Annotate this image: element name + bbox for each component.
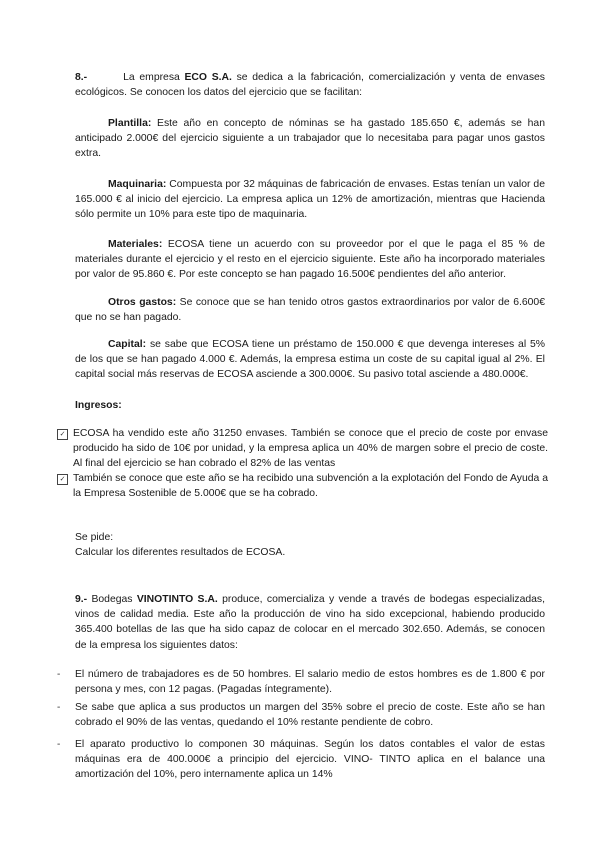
bullet-dash-icon: - bbox=[57, 669, 61, 680]
checkbox-icon: ✓ bbox=[57, 474, 68, 485]
ex8-se-pide: Se pide: bbox=[75, 532, 114, 543]
ex8-intro: 8.- La empresa ECO S.A. se dedica a la fabricación, comercialización y venta de envases ecológicos. Se conocen los datos del ejercicio que se facilitan: bbox=[75, 72, 545, 99]
ex8-materiales: Materiales: ECOSA tiene un acuerdo con su proveedor por el que le paga el 85 % de materiales durante el ejercicio y el resto en el ejercicio siguiente. Este año ha incorporado materiales por valor de 95.860 €. Por este concepto se han pagado 16.500€ pendientes del año anterior. bbox=[75, 239, 545, 281]
ex9-bullet-2: Se sabe que aplica a sus productos un margen del 35% sobre el precio de coste. Este año se han cobrado el 90% de las ventas, quedando el 10% restante pendiente de cobro. bbox=[75, 702, 545, 729]
bullet-dash-icon: - bbox=[57, 739, 61, 750]
bullet-dash-icon: - bbox=[57, 702, 61, 713]
ex9-bullet-1: El número de trabajadores es de 50 hombres. El salario medio de estos hombres es de 1.800 € por persona y mes, con 12 pagas. (Pagadas íntegramente). bbox=[75, 669, 545, 696]
ex8-capital: Capital: se sabe que ECOSA tiene un préstamo de 150.000 € que devenga intereses al 5% de los que se han pagado 4.000 €. Además, la empresa estima un coste de su capital igual al 2%. El capital social más reservas de ECOSA asciende a 300.000€. Su pasivo total asciende a 480.000€. bbox=[75, 339, 545, 381]
ex9-company: VINOTINTO S.A. bbox=[136, 594, 218, 605]
ex8-number: 8.- bbox=[75, 72, 88, 83]
ex8-maquinaria: Maquinaria: Compuesta por 32 máquinas de fabricación de envases. Estas tenían un valor de 165.000 € al inicio del ejercicio. La empresa aplica un 12% de amortización, mientras que Hacienda sólo permite un 10% para este tipo de maquinaria. bbox=[75, 179, 545, 221]
ex8-ingresos-heading: Ingresos: bbox=[75, 400, 122, 411]
ex8-calcular: Calcular los diferentes resultados de ECOSA. bbox=[75, 547, 286, 558]
ex9-bullet-3: El aparato productivo lo componen 30 máquinas. Según los datos contables el valor de estas máquinas era de 400.000€ a principio del ejercicio. VINO- TINTO aplica en el balance una amortización del 10%, pero internamente aplica un 14% bbox=[75, 739, 545, 781]
ex8-ingreso-item-2: También se conoce que este año se ha recibido una subvención a la explotación del Fondo de Ayuda a la Empresa Sostenible de 5.000€ que se ha cobrado. bbox=[73, 473, 548, 500]
checkbox-icon: ✓ bbox=[57, 429, 68, 440]
ex8-company: ECO S.A. bbox=[184, 72, 232, 83]
ex9-number: 9.- bbox=[75, 594, 88, 605]
ex9-intro: 9.- Bodegas VINOTINTO S.A. produce, comercializa y vende a través de bodegas especializadas, vinos de calidad media. Este año la producción de vino ha sido excepcional, habiendo producido 365.400 botellas de las que ha sido capaz de colocar en el mercado 302.650. Además, se conocen de la empresa los siguientes datos: bbox=[75, 594, 545, 651]
ex8-otros-gastos: Otros gastos: Se conoce que se han tenido otros gastos extraordinarios por valor de 6.600€ que no se han pagado. bbox=[75, 297, 545, 324]
ex8-plantilla: Plantilla: Este año en concepto de nóminas se ha gastado 185.650 €, además se han anticipado 2.000€ del ejercicio siguiente a un trabajador que lo necesitaba para pagar unos gastos extra. bbox=[75, 118, 545, 160]
ex8-ingreso-item-1: ECOSA ha vendido este año 31250 envases. También se conoce que el precio de coste por envase producido ha sido de 10€ por unidad, y la empresa aplica un 40% de margen sobre el precio de coste. Al final del ejercicio se han cobrado el 82% de las ventas bbox=[73, 428, 548, 470]
